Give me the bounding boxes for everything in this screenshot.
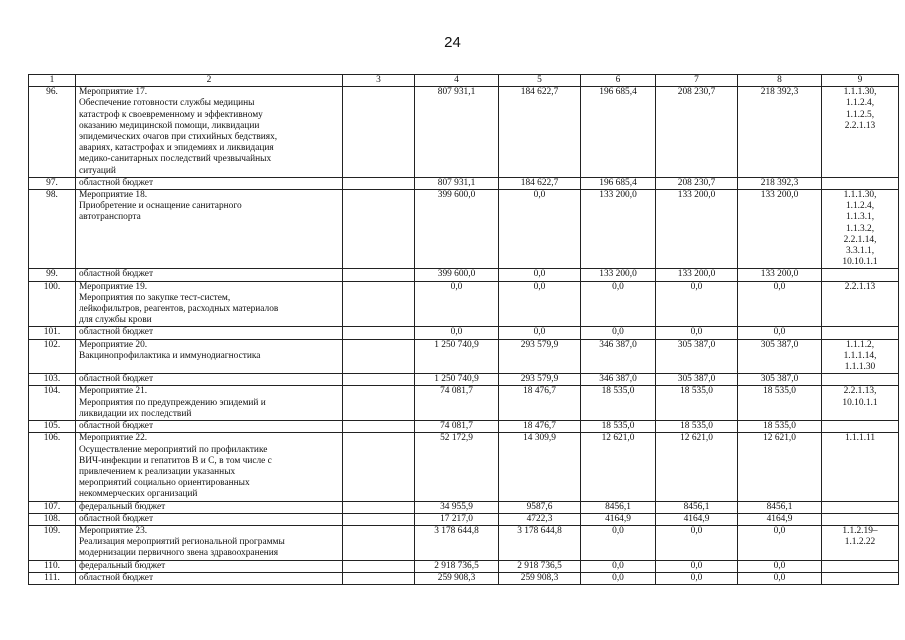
activity-name-line: Мероприятие 21. — [79, 386, 148, 397]
reference-line: 1.1.1.30 — [844, 362, 876, 373]
amount-cell-c6: 0,0 — [581, 327, 656, 339]
table-row — [29, 87, 899, 178]
table-row — [29, 421, 899, 433]
amount-cell-c6: 12 621,0 — [581, 433, 656, 501]
amount-cell-c4: 399 600,0 — [415, 269, 499, 281]
activity-name-line: катастроф к своевременному и эффективному — [79, 109, 263, 120]
reference-cell — [822, 190, 899, 269]
activity-name-line: ликвидации их последствий — [79, 408, 192, 419]
activity-name-line: Обеспечение готовности службы медицины — [79, 98, 255, 109]
row-number-cell: 100. — [29, 281, 76, 327]
row-number-cell: 110. — [29, 560, 76, 572]
amount-cell-c7: 0,0 — [656, 560, 738, 572]
row-number-cell: 99. — [29, 269, 76, 281]
col3-cell — [343, 87, 415, 178]
col3-cell — [343, 560, 415, 572]
amount-cell-c5: 4722,3 — [499, 513, 581, 525]
table-row — [29, 560, 899, 572]
activity-name-cell — [76, 513, 343, 525]
amount-cell-c7: 18 535,0 — [656, 421, 738, 433]
activity-name-line: эпидемических очагов при стихийных бедствиях, — [79, 132, 278, 143]
amount-cell-c5: 184 622,7 — [499, 87, 581, 178]
amount-cell-c5: 9587,6 — [499, 501, 581, 513]
amount-cell-c4: 1 250 740,9 — [415, 339, 499, 374]
col3-cell — [343, 513, 415, 525]
activity-name-line: ситуаций — [79, 165, 116, 176]
activity-name-line: областной бюджет — [79, 269, 154, 280]
amount-cell-c8: 305 387,0 — [738, 374, 822, 386]
amount-cell-c7: 305 387,0 — [656, 374, 738, 386]
activity-name-line: автотранспорта — [79, 212, 141, 223]
amount-cell-c6: 8456,1 — [581, 501, 656, 513]
activity-name-line: для службы крови — [79, 315, 152, 326]
table-row — [29, 433, 899, 501]
amount-cell-c5: 259 908,3 — [499, 572, 581, 584]
activity-name-line: ВИЧ-инфекции и гепатитов В и С, в том числе с — [79, 455, 272, 466]
reference-cell — [822, 433, 899, 501]
amount-cell-c8: 18 535,0 — [738, 421, 822, 433]
reference-line: 1.1.2.5, — [845, 109, 875, 120]
table-row — [29, 339, 899, 374]
activity-name-cell — [76, 177, 343, 189]
col3-cell — [343, 374, 415, 386]
amount-cell-c8: 218 392,3 — [738, 177, 822, 189]
amount-cell-c4: 259 908,3 — [415, 572, 499, 584]
amount-cell-c6: 346 387,0 — [581, 339, 656, 374]
activity-name-line: Мероприятие 22. — [79, 433, 148, 444]
amount-cell-c5: 0,0 — [499, 190, 581, 269]
activity-name-cell — [76, 327, 343, 339]
amount-cell-c7: 18 535,0 — [656, 386, 738, 421]
amount-cell-c6: 133 200,0 — [581, 269, 656, 281]
row-number-cell: 109. — [29, 525, 76, 560]
row-number-cell: 96. — [29, 87, 76, 178]
activity-name-cell — [76, 339, 343, 374]
amount-cell-c5: 0,0 — [499, 269, 581, 281]
row-number-cell: 97. — [29, 177, 76, 189]
col3-cell — [343, 525, 415, 560]
reference-line: 1.1.1.30, — [843, 190, 877, 201]
header-cell: 8 — [738, 75, 822, 87]
col3-cell — [343, 433, 415, 501]
amount-cell-c8: 18 535,0 — [738, 386, 822, 421]
activity-name-line: лейкофильтров, реагентов, расходных материалов — [79, 304, 279, 315]
reference-line: 1.1.3.1, — [845, 212, 875, 223]
amount-cell-c6: 0,0 — [581, 572, 656, 584]
reference-line: 1.1.1.30, — [843, 87, 877, 98]
activity-name-cell — [76, 190, 343, 269]
activity-name-line: федеральный бюджет — [79, 560, 166, 571]
activity-name-line: авариях, катастрофах и эпидемиях и ликвидация — [79, 143, 274, 154]
reference-line: 1.1.3.2, — [845, 223, 875, 234]
amount-cell-c5: 18 476,7 — [499, 386, 581, 421]
amount-cell-c4: 34 955,9 — [415, 501, 499, 513]
activity-name-line: Мероприятия по закупке тест-систем, — [79, 292, 231, 303]
amount-cell-c8: 133 200,0 — [738, 190, 822, 269]
reference-line: 2.2.1.13 — [844, 120, 876, 131]
activity-name-line: модернизации первичного звена здравоохранения — [79, 548, 279, 559]
activity-name-line: некоммерческих организаций — [79, 489, 198, 500]
row-number-cell: 102. — [29, 339, 76, 374]
reference-cell — [822, 421, 899, 433]
row-number-cell: 103. — [29, 374, 76, 386]
amount-cell-c7: 133 200,0 — [656, 269, 738, 281]
col3-cell — [343, 190, 415, 269]
reference-cell — [822, 269, 899, 281]
amount-cell-c6: 133 200,0 — [581, 190, 656, 269]
table-row — [29, 513, 899, 525]
row-number-cell: 105. — [29, 421, 76, 433]
reference-cell — [822, 525, 899, 560]
activity-name-line: Мероприятия по предупреждению эпидемий и — [79, 397, 266, 408]
reference-line: 2.2.1.14, — [843, 234, 877, 245]
col3-cell — [343, 327, 415, 339]
activity-name-cell — [76, 501, 343, 513]
reference-line: 10.10.1.1 — [842, 397, 878, 408]
table-row — [29, 501, 899, 513]
header-cell: 9 — [822, 75, 899, 87]
header-cell: 1 — [29, 75, 76, 87]
amount-cell-c7: 0,0 — [656, 525, 738, 560]
activity-name-line: федеральный бюджет — [79, 501, 166, 512]
amount-cell-c6: 0,0 — [581, 560, 656, 572]
activity-name-cell — [76, 572, 343, 584]
amount-cell-c4: 2 918 736,5 — [415, 560, 499, 572]
activity-name-cell — [76, 386, 343, 421]
activity-name-line: Мероприятие 19. — [79, 281, 148, 292]
activity-name-cell — [76, 525, 343, 560]
reference-line: 1.1.2.19– — [842, 525, 878, 536]
col3-cell — [343, 572, 415, 584]
activity-name-cell — [76, 374, 343, 386]
amount-cell-c4: 807 931,1 — [415, 177, 499, 189]
header-cell: 6 — [581, 75, 656, 87]
reference-cell — [822, 513, 899, 525]
activity-name-cell — [76, 421, 343, 433]
activity-name-line: Реализация мероприятий региональной программы — [79, 537, 285, 548]
header-cell: 4 — [415, 75, 499, 87]
col3-cell — [343, 281, 415, 327]
amount-cell-c7: 0,0 — [656, 572, 738, 584]
amount-cell-c5: 293 579,9 — [499, 374, 581, 386]
amount-cell-c7: 305 387,0 — [656, 339, 738, 374]
reference-cell — [822, 374, 899, 386]
amount-cell-c4: 0,0 — [415, 281, 499, 327]
activity-name-line: областной бюджет — [79, 513, 154, 524]
amount-cell-c5: 293 579,9 — [499, 339, 581, 374]
amount-cell-c8: 0,0 — [738, 281, 822, 327]
amount-cell-c7: 8456,1 — [656, 501, 738, 513]
col3-cell — [343, 177, 415, 189]
table-row — [29, 374, 899, 386]
col3-cell — [343, 339, 415, 374]
table-row — [29, 386, 899, 421]
activity-name-line: оказанию медицинской помощи, ликвидации — [79, 120, 260, 131]
amount-cell-c8: 218 392,3 — [738, 87, 822, 178]
amount-cell-c4: 3 178 644,8 — [415, 525, 499, 560]
amount-cell-c7: 208 230,7 — [656, 177, 738, 189]
reference-cell — [822, 501, 899, 513]
page-number: 24 — [444, 34, 461, 51]
table-row — [29, 177, 899, 189]
amount-cell-c7: 0,0 — [656, 327, 738, 339]
activity-name-line: привлечением к реализации указанных — [79, 466, 236, 477]
activity-name-line: областной бюджет — [79, 421, 154, 432]
amount-cell-c4: 807 931,1 — [415, 87, 499, 178]
amount-cell-c5: 18 476,7 — [499, 421, 581, 433]
amount-cell-c6: 4164,9 — [581, 513, 656, 525]
amount-cell-c7: 208 230,7 — [656, 87, 738, 178]
row-number-cell: 108. — [29, 513, 76, 525]
activity-name-line: медико-санитарных последствий чрезвычайных — [79, 154, 272, 165]
reference-cell — [822, 386, 899, 421]
amount-cell-c8: 0,0 — [738, 560, 822, 572]
activity-name-line: мероприятий социально ориентированных — [79, 478, 250, 489]
activity-name-cell — [76, 269, 343, 281]
amount-cell-c7: 0,0 — [656, 281, 738, 327]
amount-cell-c8: 12 621,0 — [738, 433, 822, 501]
amount-cell-c7: 133 200,0 — [656, 190, 738, 269]
amount-cell-c4: 0,0 — [415, 327, 499, 339]
col3-cell — [343, 421, 415, 433]
table-row — [29, 281, 899, 327]
amount-cell-c5: 14 309,9 — [499, 433, 581, 501]
table-row — [29, 327, 899, 339]
amount-cell-c6: 0,0 — [581, 281, 656, 327]
reference-cell — [822, 339, 899, 374]
amount-cell-c8: 0,0 — [738, 327, 822, 339]
amount-cell-c8: 8456,1 — [738, 501, 822, 513]
reference-line: 1.1.1.2, — [845, 339, 875, 350]
reference-line: 1.1.2.22 — [844, 537, 876, 548]
amount-cell-c6: 196 685,4 — [581, 87, 656, 178]
activity-name-line: Мероприятие 20. — [79, 339, 148, 350]
col3-cell — [343, 501, 415, 513]
row-number-cell: 111. — [29, 572, 76, 584]
reference-cell — [822, 177, 899, 189]
amount-cell-c7: 4164,9 — [656, 513, 738, 525]
reference-line: 3.3.1.1, — [845, 246, 875, 257]
reference-cell — [822, 327, 899, 339]
activity-name-line: Осуществление мероприятий по профилактике — [79, 444, 268, 455]
activity-name-cell — [76, 560, 343, 572]
col3-cell — [343, 386, 415, 421]
header-cell: 2 — [76, 75, 343, 87]
row-number-cell: 101. — [29, 327, 76, 339]
amount-cell-c5: 2 918 736,5 — [499, 560, 581, 572]
table-row — [29, 525, 899, 560]
row-number-cell: 106. — [29, 433, 76, 501]
header-row — [29, 75, 899, 87]
budget-table — [28, 74, 899, 585]
reference-line: 1.1.2.4, — [845, 201, 875, 212]
reference-cell — [822, 572, 899, 584]
amount-cell-c6: 346 387,0 — [581, 374, 656, 386]
amount-cell-c5: 0,0 — [499, 281, 581, 327]
amount-cell-c8: 305 387,0 — [738, 339, 822, 374]
reference-line: 10.10.1.1 — [842, 257, 878, 268]
amount-cell-c8: 0,0 — [738, 525, 822, 560]
table-body — [29, 87, 899, 585]
row-number-cell: 107. — [29, 501, 76, 513]
activity-name-cell — [76, 87, 343, 178]
row-number-cell: 98. — [29, 190, 76, 269]
amount-cell-c8: 0,0 — [738, 572, 822, 584]
reference-line: 2.2.1.13 — [844, 281, 876, 292]
amount-cell-c6: 0,0 — [581, 525, 656, 560]
table-row — [29, 269, 899, 281]
col3-cell — [343, 269, 415, 281]
amount-cell-c8: 4164,9 — [738, 513, 822, 525]
amount-cell-c6: 18 535,0 — [581, 421, 656, 433]
activity-name-line: Мероприятие 23. — [79, 525, 148, 536]
amount-cell-c8: 133 200,0 — [738, 269, 822, 281]
header-cell: 7 — [656, 75, 738, 87]
amount-cell-c4: 17 217,0 — [415, 513, 499, 525]
reference-line: 1.1.1.14, — [843, 350, 877, 361]
activity-name-cell — [76, 281, 343, 327]
reference-line: 2.2.1.13, — [843, 386, 877, 397]
activity-name-line: областной бюджет — [79, 572, 154, 583]
amount-cell-c4: 74 081,7 — [415, 421, 499, 433]
amount-cell-c4: 74 081,7 — [415, 386, 499, 421]
reference-line: 1.1.2.4, — [845, 98, 875, 109]
activity-name-line: Приобретение и оснащение санитарного — [79, 201, 242, 212]
row-number-cell: 104. — [29, 386, 76, 421]
activity-name-line: Мероприятие 18. — [79, 190, 148, 201]
activity-name-cell — [76, 433, 343, 501]
activity-name-line: Вакцинопрофилактика и иммунодиагностика — [79, 350, 261, 361]
amount-cell-c4: 399 600,0 — [415, 190, 499, 269]
table-row — [29, 572, 899, 584]
activity-name-line: областной бюджет — [79, 177, 154, 188]
amount-cell-c6: 18 535,0 — [581, 386, 656, 421]
header-cell: 3 — [343, 75, 415, 87]
activity-name-line: областной бюджет — [79, 327, 154, 338]
table-row — [29, 190, 899, 269]
amount-cell-c5: 184 622,7 — [499, 177, 581, 189]
reference-line: 1.1.1.11 — [844, 433, 876, 444]
amount-cell-c4: 52 172,9 — [415, 433, 499, 501]
reference-cell — [822, 560, 899, 572]
amount-cell-c5: 3 178 644,8 — [499, 525, 581, 560]
amount-cell-c7: 12 621,0 — [656, 433, 738, 501]
activity-name-line: Мероприятие 17. — [79, 87, 148, 98]
reference-cell — [822, 87, 899, 178]
header-cell: 5 — [499, 75, 581, 87]
amount-cell-c6: 196 685,4 — [581, 177, 656, 189]
reference-cell — [822, 281, 899, 327]
amount-cell-c4: 1 250 740,9 — [415, 374, 499, 386]
activity-name-line: областной бюджет — [79, 374, 154, 385]
amount-cell-c5: 0,0 — [499, 327, 581, 339]
